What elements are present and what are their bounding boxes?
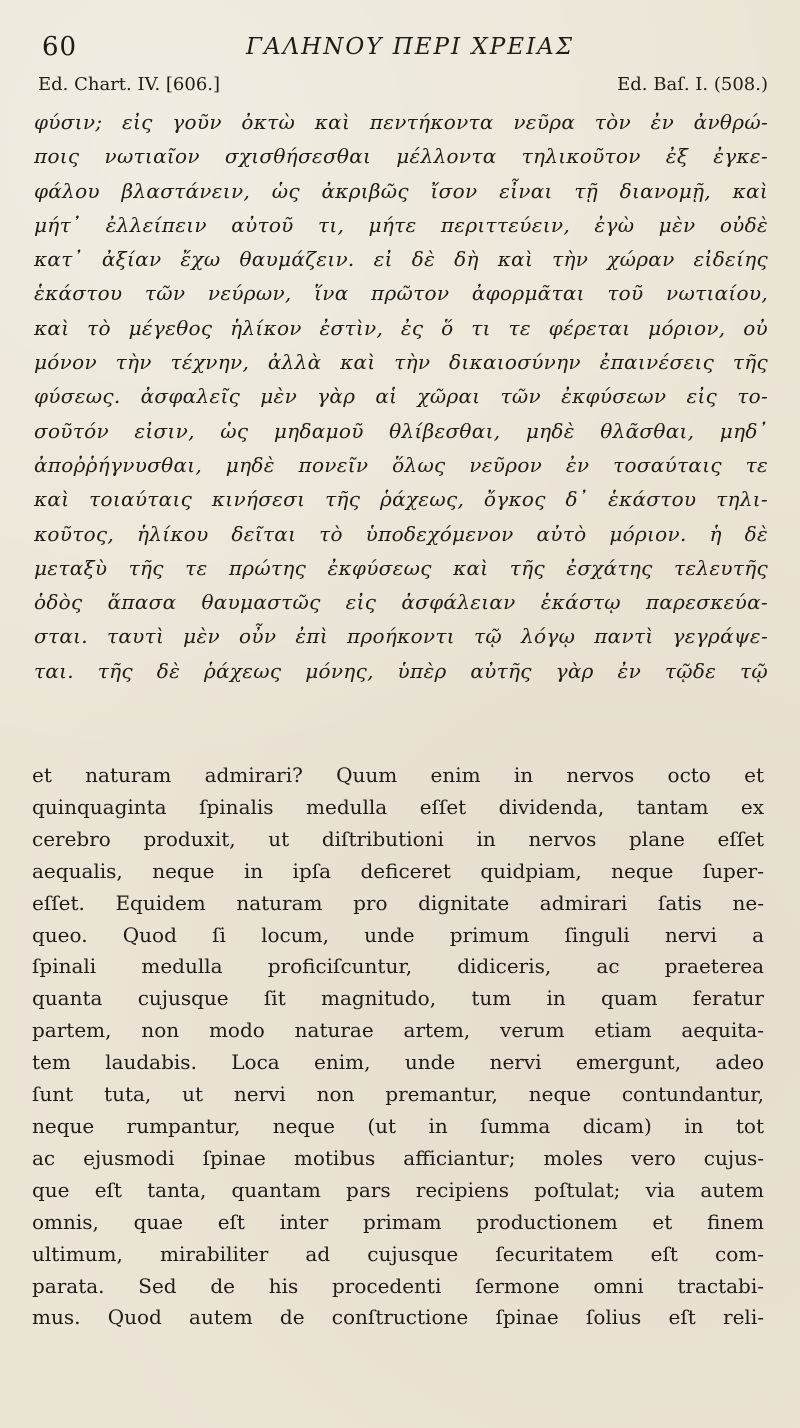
latin-line: aequalis, neque in ipſa deficeret quidpiam, neque ſuper- xyxy=(32,858,764,883)
latin-line: parata. Sed de his procedenti ſermone omni tractabi- xyxy=(32,1273,764,1298)
greek-line: ὁδὸς ἅπασα θαυμαστῶς εἰς ἀσφάλειαν ἑκάστῳ παρεσκεύα- xyxy=(34,590,768,615)
greek-line: φάλου βλαστάνειν, ὡς ἀκριβῶς ἴσον εἶναι τῇ διανομῇ, καὶ xyxy=(34,178,768,203)
greek-line: σοῦτόν εἰσιν, ὡς μηδαμοῦ θλίβεσθαι, μηδὲ θλᾶσθαι, μηδ᾽ xyxy=(34,418,768,443)
greek-line: κατ᾽ ἀξίαν ἔχω θαυμάζειν. εἰ δὲ δὴ καὶ τὴν χώραν εἰδείης xyxy=(34,247,768,272)
latin-line: cerebro produxit, ut diſtributioni in nervos plane eſſet xyxy=(32,826,764,851)
latin-line: ultimum, mirabiliter ad cujusque ſecuritatem eſt com- xyxy=(32,1241,764,1266)
edition-references xyxy=(38,74,768,104)
greek-line: κοῦτος, ἡλίκου δεῖται τὸ ὑποδεχόμενον αὐτὸ μόριον. ἡ δὲ xyxy=(34,521,768,546)
edition-reference-right: Ed. Baſ. I. (508.) xyxy=(617,74,768,95)
page-header xyxy=(36,32,772,72)
latin-line: partem, non modo naturae artem, verum etiam aequita- xyxy=(32,1018,764,1043)
page-number: 60 xyxy=(42,32,78,62)
latin-line: eſſet. Equidem naturam pro dignitate admirari ſatis ne- xyxy=(32,890,764,915)
latin-line: quanta cujusque ſit magnitudo, tum in quam feratur xyxy=(32,986,764,1011)
greek-line: ἀποῤῥήγνυσθαι, μηδὲ πονεῖν ὅλως νεῦρον ἐν τοσαύταις τε xyxy=(34,452,768,477)
latin-line: quinquaginta ſpinalis medulla eſſet dividenda, tantam ex xyxy=(32,794,764,819)
greek-line: φύσιν; εἰς γοῦν ὀκτὼ καὶ πεντήκοντα νεῦρα τὸν ἐν ἀνθρώ- xyxy=(34,110,768,134)
latin-line: ac ejusmodi ſpinae motibus afficiantur; moles vero cujus- xyxy=(32,1145,764,1170)
greek-line: μεταξὺ τῆς τε πρώτης ἐκφύσεως καὶ τῆς ἐσχάτης τελευτῆς xyxy=(34,555,768,580)
latin-line: ſpinali medulla proficiſcuntur, didiceris, ac praeterea xyxy=(32,954,764,979)
greek-line: καὶ τοιαύταις κινήσεσι τῆς ῥάχεως, ὄγκος δ᾽ ἑκάστου τηλι- xyxy=(34,487,768,512)
greek-line: ἑκάστου τῶν νεύρων, ἵνα πρῶτον ἀφορμᾶται τοῦ νωτιαίου, xyxy=(34,281,768,306)
greek-line: ποις νωτιαῖον σχισθήσεσθαι μέλλοντα τηλικοῦτον ἐξ ἐγκε- xyxy=(34,144,768,169)
greek-line: φύσεως. ἀσφαλεῖς μὲν γὰρ αἱ χῶραι τῶν ἐκφύσεων εἰς το- xyxy=(34,384,768,409)
latin-text-block xyxy=(32,760,764,1334)
latin-line: que eſt tanta, quantam pars recipiens poſtulat; via autem xyxy=(32,1177,764,1202)
latin-line: queo. Quod ſi locum, unde primum ſinguli nervi a xyxy=(32,922,764,947)
greek-line: σται. ταυτὶ μὲν οὖν ἐπὶ προήκοντι τῷ λόγῳ παντὶ γεγράψε- xyxy=(34,624,768,649)
running-title: ΓΑΛΗΝΟΥ ΠΕΡΙ ΧΡΕΙΑΣ xyxy=(246,34,575,60)
edition-reference-left: Ed. Chart. IV. [606.] xyxy=(38,74,221,95)
greek-line: μόνον τὴν τέχνην, ἀλλὰ καὶ τὴν δικαιοσύνην ἐπαινέσεις τῆς xyxy=(34,350,768,375)
greek-text-block xyxy=(34,105,768,688)
latin-line: tem laudabis. Loca enim, unde nervi emergunt, adeo xyxy=(32,1050,764,1075)
latin-line: omnis, quae eſt inter primam productionem et finem xyxy=(32,1209,764,1234)
latin-line: ſunt tuta, ut nervi non premantur, neque contundantur, xyxy=(32,1082,764,1107)
greek-line: καὶ τὸ μέγεθος ἡλίκον ἐστὶν, ἐς ὅ τι τε φέρεται μόριον, οὐ xyxy=(34,315,768,340)
latin-line: neque rumpantur, neque (ut in ſumma dicam) in tot xyxy=(32,1113,764,1138)
latin-line: et naturam admirari? Quum enim in nervos octo et xyxy=(32,763,764,787)
greek-line: μήτ᾽ ἐλλείπειν αὐτοῦ τι, μήτε περιττεύειν, ἐγὼ μὲν οὐδὲ xyxy=(34,212,768,237)
latin-line: mus. Quod autem de conſtructione ſpinae ſolius eſt reli- xyxy=(32,1305,764,1330)
greek-line: ται. τῆς δὲ ῥάχεως μόνης, ὑπὲρ αὐτῆς γὰρ ἐν τῷδε τῷ xyxy=(34,658,768,683)
